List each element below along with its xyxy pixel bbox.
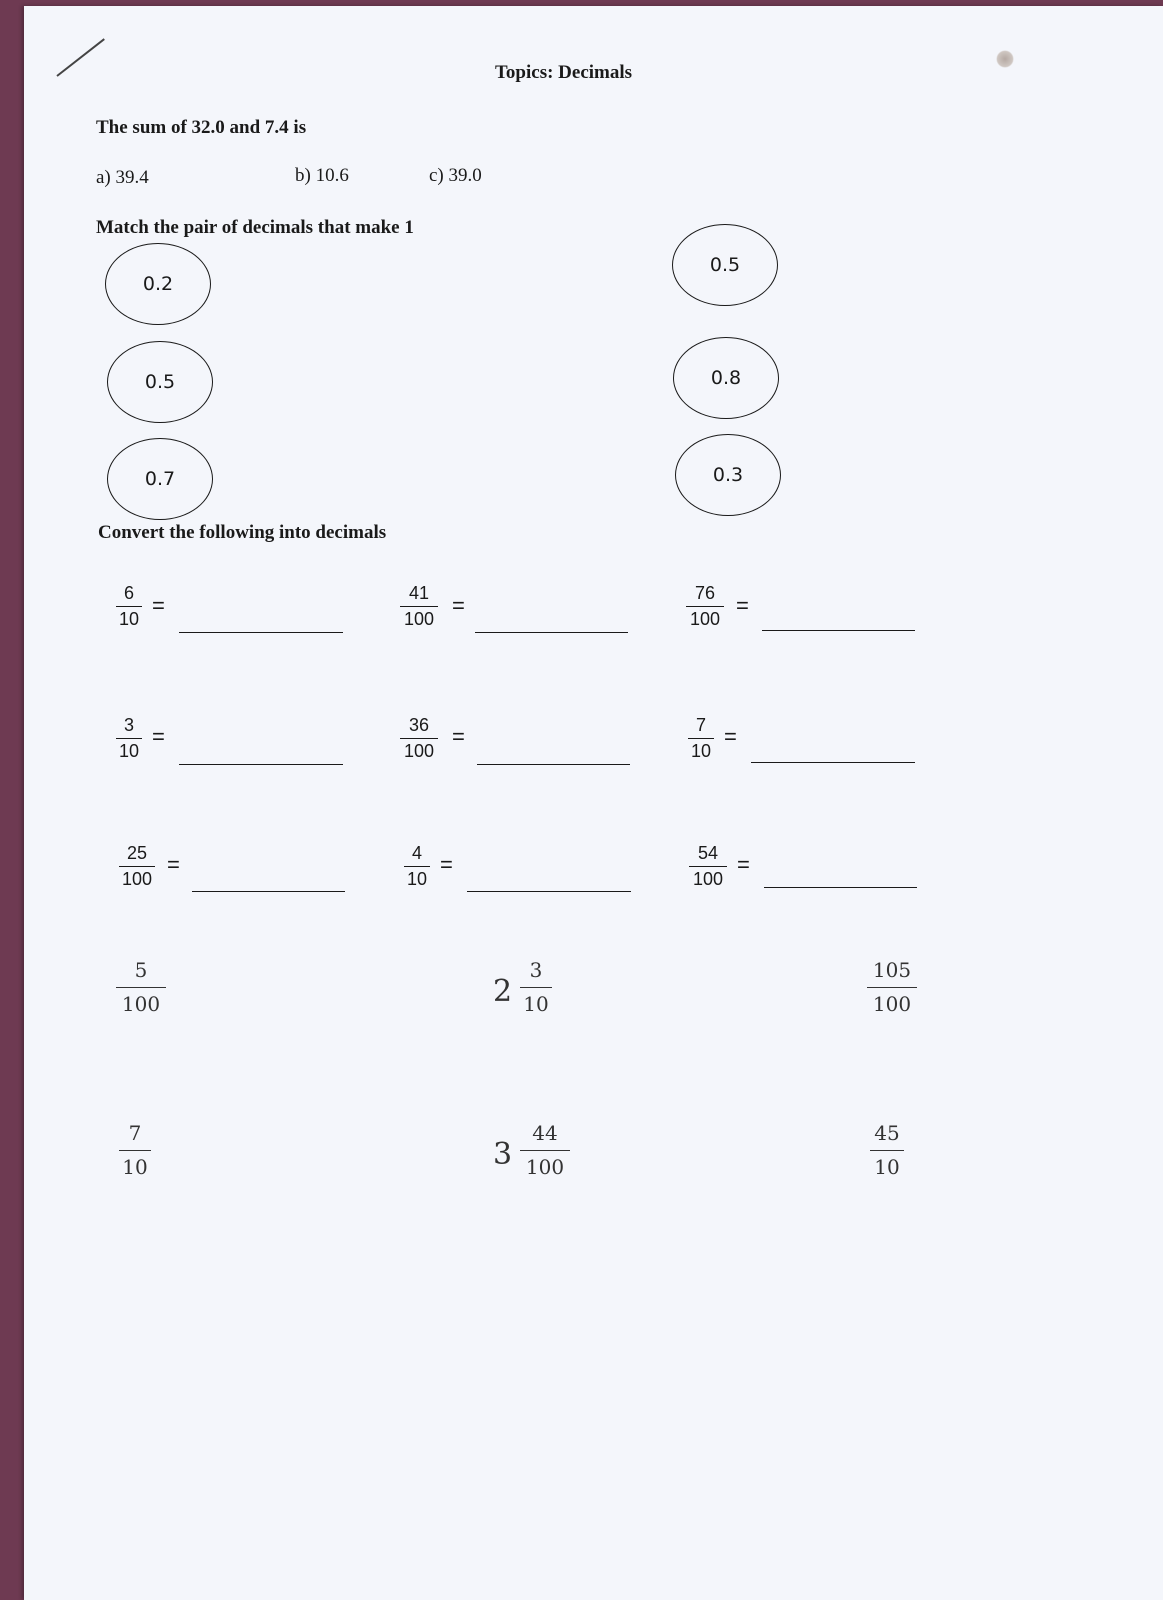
answer-line (764, 887, 917, 888)
denominator: 10 (118, 740, 140, 761)
denominator: 10 (690, 740, 712, 761)
worksheet-page (24, 6, 1163, 1600)
fraction (400, 583, 438, 629)
fraction (404, 843, 430, 889)
denominator: 10 (122, 1155, 148, 1179)
answer-line (467, 891, 631, 892)
numerator: 54 (697, 843, 719, 863)
mixed-whole-number: 2 (493, 974, 513, 1009)
fraction (116, 959, 166, 1016)
numerator: 4 (411, 843, 422, 863)
denominator: 10 (406, 868, 428, 889)
numerator: 6 (123, 583, 134, 603)
left-decimal-oval: 0.5 (107, 341, 213, 423)
option-b: b) 10.6 (295, 165, 349, 186)
fraction (689, 843, 727, 889)
numerator: 7 (695, 715, 706, 735)
numerator: 7 (128, 1121, 142, 1145)
numerator: 3 (529, 958, 543, 982)
denominator: 100 (689, 608, 721, 629)
option-c: c) 39.0 (429, 165, 482, 186)
equals-sign: = (737, 852, 750, 877)
equals-sign: = (167, 852, 180, 877)
numerator: 76 (694, 583, 716, 603)
fraction (867, 959, 917, 1016)
answer-line (192, 891, 345, 892)
denominator: 10 (523, 992, 549, 1016)
denominator: 10 (874, 1155, 900, 1179)
numerator: 45 (874, 1121, 900, 1145)
numerator: 105 (872, 958, 912, 982)
answer-line (475, 632, 628, 633)
denominator: 100 (525, 1155, 565, 1179)
right-decimal-oval: 0.5 (672, 224, 778, 306)
fraction (119, 843, 155, 889)
fraction (116, 715, 142, 761)
equals-sign: = (736, 593, 749, 618)
fraction (119, 1122, 151, 1179)
pin-hole (996, 50, 1014, 68)
fraction (520, 1122, 570, 1179)
right-decimal-oval: 0.8 (673, 337, 779, 419)
equals-sign: = (152, 593, 165, 618)
denominator: 100 (403, 740, 435, 761)
equals-sign: = (152, 724, 165, 749)
denominator: 10 (118, 608, 140, 629)
question-convert: Convert the following into decimals (98, 522, 387, 543)
denominator: 100 (872, 992, 912, 1016)
equals-sign: = (452, 724, 465, 749)
answer-line (762, 630, 915, 631)
left-decimal-oval: 0.2 (105, 243, 211, 325)
pen-mark (56, 38, 105, 77)
page-title: Topics: Decimals (495, 62, 633, 83)
option-a: a) 39.4 (96, 167, 149, 188)
numerator: 44 (532, 1121, 558, 1145)
fraction (520, 959, 552, 1016)
denominator: 100 (403, 608, 435, 629)
fraction (400, 715, 438, 761)
fraction (688, 715, 714, 761)
answer-line (179, 764, 343, 765)
equals-sign: = (724, 724, 737, 749)
fraction (116, 583, 142, 629)
answer-line (477, 764, 630, 765)
fraction (870, 1122, 904, 1179)
denominator: 100 (121, 992, 161, 1016)
question-sum: The sum of 32.0 and 7.4 is (96, 117, 307, 138)
fraction (686, 583, 724, 629)
answer-line (179, 632, 343, 633)
left-decimal-oval: 0.7 (107, 438, 213, 520)
numerator: 5 (134, 958, 148, 982)
denominator: 100 (692, 868, 724, 889)
denominator: 100 (121, 868, 153, 889)
question-match: Match the pair of decimals that make 1 (96, 217, 414, 238)
mixed-whole-number: 3 (493, 1137, 513, 1172)
equals-sign: = (440, 852, 453, 877)
answer-line (751, 762, 915, 763)
right-decimal-oval: 0.3 (675, 434, 781, 516)
numerator: 25 (126, 843, 148, 863)
numerator: 36 (408, 715, 430, 735)
numerator: 3 (123, 715, 134, 735)
equals-sign: = (452, 593, 465, 618)
numerator: 41 (408, 583, 430, 603)
